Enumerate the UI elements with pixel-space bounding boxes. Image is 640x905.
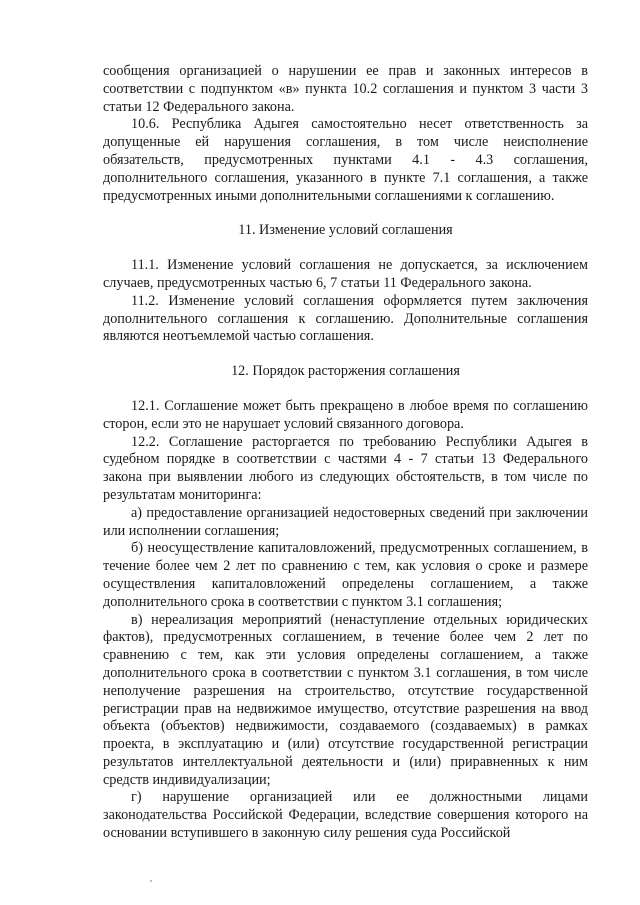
list-item-g: г) нарушение организацией или ее должностными лицами законодательства Российской Федерации, вследствие совершения которого на основании вступившего в законную силу решения суда Российской — [103, 789, 588, 842]
paragraph-10-6: 10.6. Республика Адыгея самостоятельно несет ответственность за допущенные ей нарушения соглашения, в том числе неисполнение обязательств, предусмотренных пунктами 4.1 - 4.3 соглашения, дополнительного соглашения, указанного в пункте 7.1 соглашения, а также предусмотренных иными дополнительными соглашениями к соглашению. — [103, 116, 588, 204]
paragraph-continuation: сообщения организацией о нарушении ее прав и законных интересов в соответствии с подпунктом «в» пункта 10.2 соглашения и пунктом 3 части 3 статьи 12 Федерального закона. — [103, 63, 588, 115]
paragraph-11-1: 11.1. Изменение условий соглашения не допускается, за исключением случаев, предусмотренных частью 6, 7 статьи 11 Федерального закона. — [103, 257, 588, 291]
paragraph-12-2: 12.2. Соглашение расторгается по требованию Республики Адыгея в судебном порядке в соответствии с частями 4 - 7 статьи 13 Федерального закона при выявлении любого из следующих обстоятельств, в том числе по результатам мониторинга: — [103, 433, 588, 503]
list-item-b: б) неосуществление капиталовложений, предусмотренных соглашением, в течение более чем 2 лет по сравнению с тем, как условия о сроке и размере осуществления капиталовложений определены соглашением, а также дополнительного срока в соответствии с пунктом 3.1 соглашения; — [103, 540, 588, 610]
document-page — [103, 63, 588, 843]
section-heading-12: 12. Порядок расторжения соглашения — [231, 363, 460, 380]
section-heading-11: 11. Изменение условий соглашения — [238, 222, 453, 239]
paragraph-11-2: 11.2. Изменение условий соглашения оформляется путем заключения дополнительного соглашения к соглашению. Дополнительные соглашения являются неотъемлемой частью соглашения. — [103, 292, 588, 345]
list-item-a: а) предоставление организацией недостоверных сведений при заключении или исполнении соглашения; — [103, 504, 588, 539]
scan-artifact — [150, 880, 152, 882]
paragraph-12-1: 12.1. Соглашение может быть прекращено в любое время по соглашению сторон, если это не нарушает условий связанного договора. — [103, 397, 588, 432]
list-item-v: в) нереализация мероприятий (ненаступление отдельных юридических фактов), предусмотренных соглашением, в течение более чем 2 лет по сравнению с тем, как эти условия определены соглашением, а также дополнительного срока в соответствии с пунктом 3.1 соглашения, в том числе неполучение разрешения на строительство, отсутствие государственной регистрации прав на недвижимое имущество, отсутствие разрешения на ввод объекта (объектов) недвижимости, создаваемого (создаваемых) в рамках проекта, в эксплуатацию и (или) отсутствие государственной регистрации результатов интеллектуальной деятельности и (или) приравненных к ним средств индивидуализации; — [103, 611, 588, 788]
